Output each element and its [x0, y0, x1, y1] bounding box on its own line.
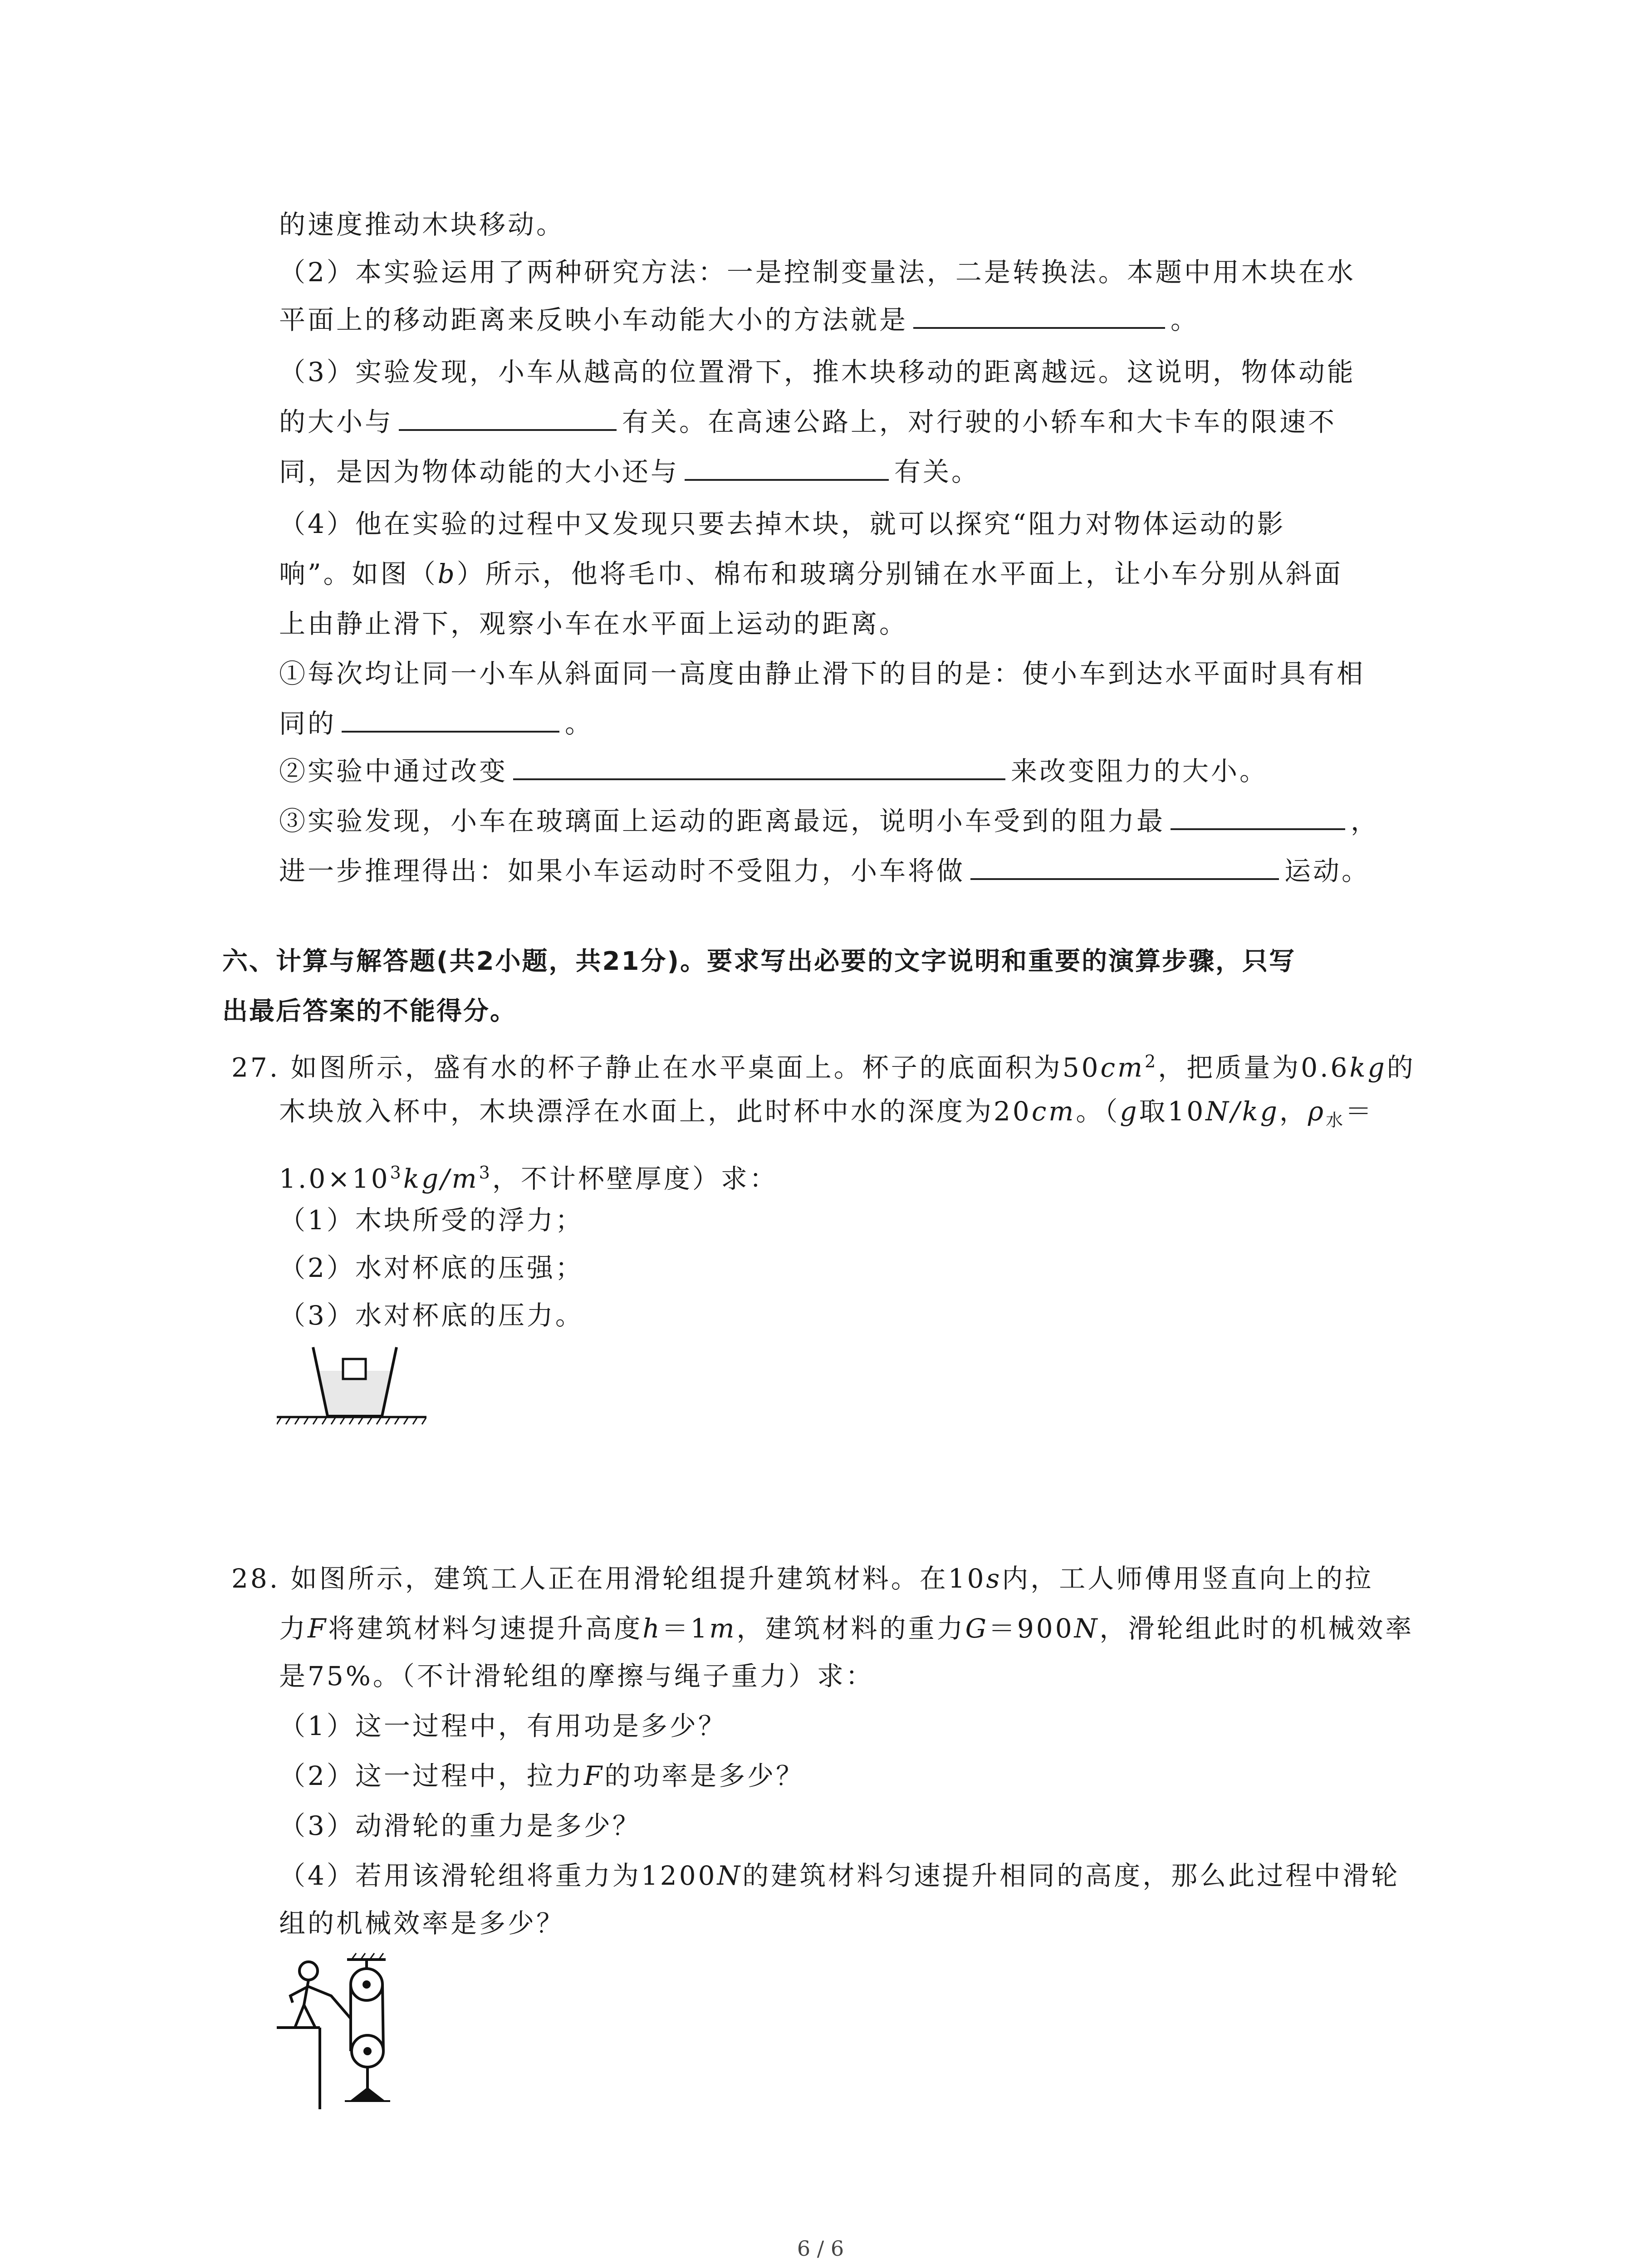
unit: N/kg	[1205, 1096, 1279, 1127]
text: 如图所示，建筑工人正在用滑轮组提升建筑材料。在	[290, 1563, 948, 1594]
answer-blank[interactable]	[1171, 803, 1345, 830]
sub-question-2-line	[279, 753, 1268, 789]
unit: N	[1074, 1613, 1100, 1644]
superscript: 3	[479, 1163, 492, 1183]
question-4-line	[279, 606, 908, 642]
answer-blank[interactable]	[513, 753, 1005, 780]
text: （3）水对杯底的压力。	[279, 1300, 584, 1331]
text: ＝900	[988, 1613, 1074, 1644]
text: （4）他在实验的过程中又发现只要去掉木块，就可以探究“阻力对物体运动的影	[279, 508, 1286, 539]
text: 平面上的移动距离来反映小车动能大小的方法就是	[279, 304, 908, 335]
question-4-line	[279, 506, 1286, 542]
symbol: h	[642, 1613, 662, 1644]
question-28-part	[279, 1857, 1400, 1894]
question-28-line	[279, 1658, 874, 1694]
text: （3）实验发现，小车从越高的位置滑下，推木块移动的距离越远。这说明，物体动能	[279, 357, 1356, 387]
question-28-part	[279, 1905, 565, 1941]
cup-figure	[277, 1343, 426, 1433]
subscript: 水	[1326, 1110, 1346, 1130]
text: 运动。	[1284, 855, 1371, 886]
text: 同的	[279, 708, 337, 739]
question-2-line	[279, 254, 1356, 290]
text: ①每次均让同一小车从斜面同一高度由静止滑下的目的是：使小车到达水平面时具有相	[279, 658, 1366, 689]
text-line	[279, 206, 565, 243]
text: 的大小与	[279, 406, 394, 437]
text: （2）本实验运用了两种研究方法：一是控制变量法，二是转换法。本题中用木块在水	[279, 257, 1356, 288]
text: 的功率是多少？	[604, 1760, 805, 1791]
unit: cm	[1100, 1052, 1145, 1083]
text: 。	[565, 708, 594, 739]
answer-blank[interactable]	[913, 302, 1165, 329]
worker-head	[299, 1962, 318, 1980]
question-27-line	[279, 1093, 1374, 1139]
text: ，	[1279, 1096, 1308, 1127]
figure-label: b	[437, 558, 457, 589]
text: 取	[1139, 1096, 1168, 1127]
question-28-line	[231, 1560, 1373, 1597]
question-28-part	[279, 1708, 727, 1744]
text: 力	[279, 1613, 308, 1644]
text: 的建筑材料匀速提升相同的高度，那么此过程中滑轮	[742, 1860, 1400, 1891]
text: ②实验中通过改变	[279, 756, 508, 787]
text: ，不计杯壁厚度）求：	[492, 1163, 778, 1194]
question-3-line	[279, 354, 1356, 390]
text: 有关。	[894, 456, 980, 487]
answer-blank[interactable]	[399, 404, 617, 431]
text: 的速度推动木块移动。	[279, 209, 565, 240]
unit: m	[709, 1613, 737, 1644]
value: 10	[1167, 1096, 1206, 1127]
section-heading	[222, 943, 1296, 980]
text: ，把质量为	[1158, 1052, 1301, 1083]
question-3-line	[279, 404, 1337, 440]
unit: kg	[1349, 1052, 1387, 1083]
unit: s	[986, 1563, 1002, 1594]
text: 木块放入杯中，木块漂浮在水面上，此时杯中水的深度为	[279, 1096, 994, 1127]
text: ，建筑材料的重力	[736, 1613, 965, 1644]
text: （2）水对杯底的压强；	[279, 1252, 584, 1283]
text: ＝1	[661, 1613, 710, 1644]
text: 有关。在高速公路上，对行驶的小轿车和大卡车的限速不	[622, 406, 1337, 437]
question-27-part	[279, 1202, 584, 1238]
question-2-line	[279, 302, 1199, 338]
text: 的	[1386, 1052, 1416, 1083]
answer-blank[interactable]	[342, 705, 559, 733]
question-3-line	[279, 454, 980, 490]
text: 来改变阻力的大小。	[1011, 756, 1269, 787]
question-27-line	[231, 1043, 1416, 1085]
question-27-part	[279, 1297, 584, 1334]
sub-question-1-line	[279, 705, 593, 742]
value: 0.6	[1301, 1052, 1350, 1083]
text: ，滑轮组此时的机械效率	[1099, 1613, 1414, 1644]
wooden-block	[343, 1359, 366, 1379]
superscript: 3	[390, 1163, 403, 1183]
text: （2）这一过程中，拉力	[279, 1760, 584, 1791]
question-28-part	[279, 1758, 804, 1794]
superscript: 2	[1145, 1051, 1158, 1071]
question-27-line	[279, 1154, 778, 1197]
text: ＝	[1345, 1096, 1374, 1127]
text: （1）这一过程中，有用功是多少？	[279, 1711, 727, 1741]
question-number: 28.	[231, 1563, 280, 1594]
text: （4）若用该滑轮组将重力为1200	[279, 1860, 717, 1891]
text: 六、计算与解答题(共2小题，共21分)。要求写出必要的文字说明和重要的演算步骤，只写	[222, 947, 1296, 976]
symbol: g	[1120, 1096, 1139, 1127]
text: 响”。如图（	[279, 558, 438, 589]
text: ，	[1351, 806, 1380, 836]
symbol: F	[308, 1613, 328, 1644]
question-number: 27.	[231, 1052, 280, 1083]
text: （1）木块所受的浮力；	[279, 1205, 584, 1236]
text: 内，工人师傅用竖直向上的拉	[1002, 1563, 1374, 1594]
load	[353, 2089, 382, 2100]
answer-blank[interactable]	[685, 454, 889, 481]
question-4-line	[279, 556, 1343, 592]
question-28-part	[279, 1808, 641, 1844]
text: 出最后答案的不能得分。	[222, 997, 517, 1026]
text: 。（	[1076, 1096, 1120, 1127]
pulley-figure	[277, 1950, 413, 2109]
sub-question-3-line	[279, 853, 1370, 889]
text: 组的机械效率是多少？	[279, 1908, 565, 1939]
section-heading	[222, 993, 517, 1030]
text: 如图所示，盛有水的杯子静止在水平桌面上。杯子的底面积为	[290, 1052, 1063, 1083]
text: 。	[1171, 304, 1200, 335]
value: 1.0×10	[279, 1163, 390, 1194]
question-28-line	[279, 1610, 1414, 1647]
page-number: 6 / 6	[797, 2236, 844, 2261]
unit: cm	[1031, 1096, 1076, 1127]
symbol: G	[965, 1613, 989, 1644]
question-27-part	[279, 1250, 584, 1286]
text: （3）动滑轮的重力是多少？	[279, 1810, 641, 1841]
sub-question-3-line	[279, 803, 1379, 839]
text: ）所示，他将毛巾、棉布和玻璃分别铺在水平面上，让小车分别从斜面	[456, 558, 1343, 589]
unit: kg/m	[403, 1163, 479, 1194]
value: 50	[1062, 1052, 1101, 1083]
symbol: ρ	[1308, 1096, 1326, 1127]
text: 将建筑材料匀速提升高度	[328, 1613, 643, 1644]
pulley-system	[277, 1953, 390, 2109]
value: 10	[948, 1563, 986, 1594]
sub-question-1-line	[279, 655, 1365, 692]
unit: N	[717, 1860, 743, 1891]
text: 是75%。（不计滑轮组的摩擦与绳子重力）求：	[279, 1661, 874, 1691]
text: 同，是因为物体动能的大小还与	[279, 456, 680, 487]
symbol: F	[583, 1760, 605, 1791]
text: 进一步推理得出：如果小车运动时不受阻力，小车将做	[279, 855, 965, 886]
answer-blank[interactable]	[970, 853, 1279, 880]
text: ③实验发现，小车在玻璃面上运动的距离最远，说明小车受到的阻力最	[279, 806, 1166, 836]
text: 上由静止滑下，观察小车在水平面上运动的距离。	[279, 608, 908, 639]
value: 20	[994, 1096, 1032, 1127]
